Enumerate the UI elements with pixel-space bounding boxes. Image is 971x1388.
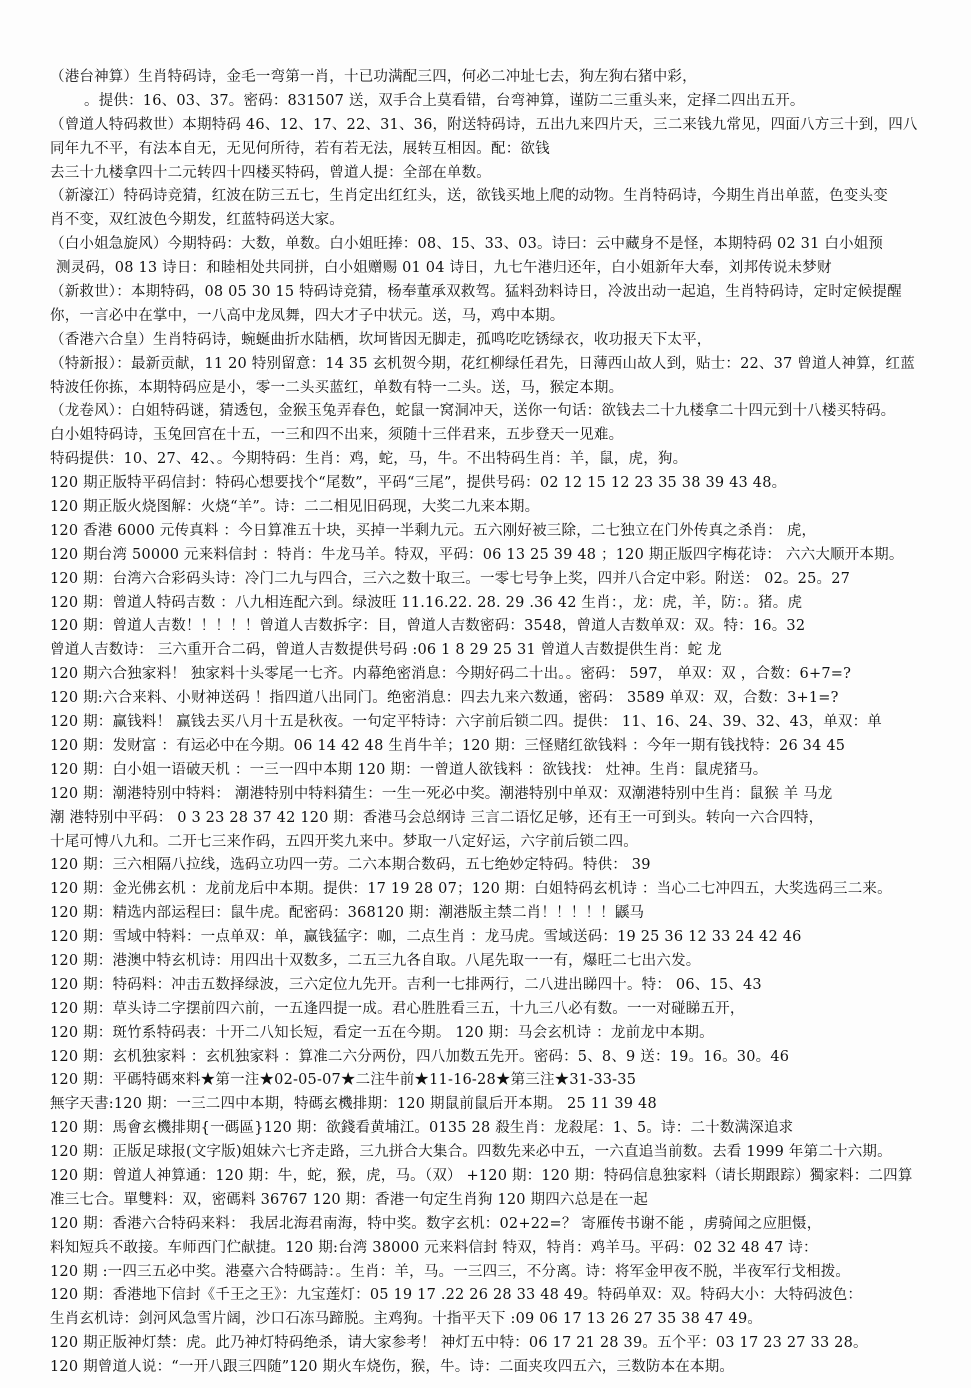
text-line: 120 期：玄机独家料 ：玄机独家料 ：算准二六分两份，四八加数五先开。密码：5、8、9 送：19。16。30。46	[50, 1048, 790, 1065]
text-line: 120 期：曾道人特码吉数 ：八九相连配六到。绿波旺 11.16.22. 28. 29 .36 42 生肖：，龙：虎，羊，防：。猪。虎	[50, 594, 803, 611]
text-line: 120 期：白小姐一语破天机 ：一三一四中本期 120 期：一曾道人欲钱料 ：欲钱找： 灶神。生肖：鼠虎猪马。	[50, 761, 768, 778]
text-line: 料知短兵不敢接。车师西门伫献捷。120 期:台湾 38000 元来料信封 特双，特肖：鸡羊马。平码：02 32 48 47 诗：	[50, 1239, 818, 1256]
text-line: 120 期：馬會玄機排期{一碼區}120 期：欲錢看黄埔江。0135 28 殺生肖：龙殺尾：1、5。诗：二十数满深追求	[50, 1120, 794, 1137]
document-page	[50, 66, 950, 1380]
text-line: 120 期：三六相隔八拉线，选码立功四一劳。二六本期合数码，五七绝妙定特码。特供： 39	[50, 857, 651, 874]
text-line: （港台神算）生肖特码诗，金毛一弯第一肖，十已功满配三四，何必二冲址七去，狗左狗右猪中彩，	[50, 69, 697, 85]
text-line: 120 期：正版足球报(文字版)姐妹六七齐走路，三九拼合大集合。四数先来必中五，一六直追当前数。去看 1999 年第二十六期。	[50, 1144, 892, 1161]
text-line: 120 期：曾道人神算通：120 期：牛，蛇，猴，虎，马。（双） +120 期：120 期：特码信息独家料（请长期跟踪）獨家料：二四算	[50, 1167, 913, 1184]
text-line: 120 期：赢钱料！ 赢钱去买八月十五是秋夜。一句定平特诗：六字前后锁二四。提供： 11、16、24、39、32、43，单双：单	[50, 714, 883, 731]
text-line: 120 期六合独家料！ 独家料十头零尾一七齐。内幕绝密消息：今期好码二十出。。密码： 597， 单双：双 ，合数：6+7=?	[50, 666, 852, 683]
text-line: 你，一言必中在掌中，一八高中龙凤舞，四大才子中状元。送，马，鸡中本期。	[50, 307, 565, 324]
text-line: 120 期：曾道人吉数！！！！！曾道人吉数拆字：目，曾道人吉数密码：3548，曾道人吉数单双：双。特：16。32	[50, 618, 806, 635]
text-line: 120 期曾道人说：“一开八跟三四随”120 期火车烧伤，猴，牛。诗：二面夹攻四五六，三数防本在本期。	[50, 1359, 735, 1376]
text-line: 120 期：台湾六合彩码头诗：冷门二九与四合，三六之数十取三。一零七号争上奖，四并八合定中彩。附送： 02。25。27	[50, 570, 851, 587]
text-line: 120 期：发财富 ：有运必中在今期。06 14 42 48 生肖牛羊；120 期：三怪赌红欲钱料 ：今年一期有钱找特：26 34 45	[50, 737, 846, 754]
text-line: 生肖玄机诗：剑河风急雪片阔，沙口石冻马蹄脱。主鸡狗。十指平天下 :09 06 17 13 26 27 35 38 47 49。	[50, 1311, 763, 1328]
text-line: 120 期：特码料：冲击五数择绿波，三六定位九先开。吉利一七排两行，二八进出睇四十。特： 06、15、43	[50, 976, 762, 993]
text-line: 潮 港特别中平码： 0 3 23 28 37 42 120 期：香港马会总纲诗 三言二语忆足够，还有王一可到头。转向一六合四特，	[50, 809, 824, 826]
text-line: （龙卷风）：白姐特码谜，猜透包，金猴玉兔弄春色，蛇鼠一窝洞冲天，送你一句话：欲钱去二十九楼拿二十四元到十八楼买特码。	[50, 403, 896, 420]
text-line: 特波任你拣，本期特码应是小，零一二头买蓝红，单数有特一二头。送，马，猴定本期。	[50, 379, 624, 396]
text-line: 120 期 :一四三五必中奖。港臺六合特碼詩：。生肖：羊，马。一三四三，不分离。诗：将军金甲夜不脱，半夜军行戈相拨。	[50, 1263, 851, 1280]
text-line: 曾道人吉数诗： 三六重开合二码，曾道人吉数提供号码 :06 1 8 29 25 31 曾道人吉数提供生肖：蛇 龙	[50, 642, 722, 659]
text-line: 白小姐特码诗，玉兔回宫在十五，一三和四不出来，须随十三伴君来，五步登天一见难。	[50, 427, 624, 444]
text-line: 特码提供：10、27、42、。今期特码：生肖：鸡，蛇，马，牛。不出特码生肖：羊，鼠，虎，狗。	[50, 451, 688, 468]
text-line: 120 期:六合来料、小财神送码 ！指四道八出同门。绝密消息：四去九来六数通，密码： 3589 单双：双，合数：3+1=?	[50, 690, 839, 707]
text-line: 同年九不平，有法本自无，无见何所待，若有若无法，展转互相因。配：欲钱	[50, 140, 550, 157]
text-line: 120 期正版神灯禁：虎。此乃神灯特码绝杀，请大家参考！ 神灯五中特：06 17 21 28 39。五个平：03 17 23 27 33 28。	[50, 1335, 868, 1352]
text-line: 120 期：潮港特别中特料： 潮港特别中特料猜生：一生一死必中奖。潮港特别中单双：双潮港特别中生肖：鼠猴 羊 马龙	[50, 785, 833, 802]
text-line: 120 期正版火烧图解：火烧“羊”。诗：二二相见旧码现，大奖二九来本期。	[50, 499, 540, 516]
text-line: 120 期台湾 50000 元来料信封 ：特肖：牛龙马羊。特双，平码：06 13 25 39 48 ；120 期正版四字梅花诗： 六六大顺开本期。	[50, 546, 904, 563]
text-line: 120 期：斑竹系特码表：十开二八知长短，看定一五在今期。 120 期：马会玄机诗 ：龙前龙中本期。	[50, 1024, 714, 1041]
text-line: 120 期：香港地下信封《千王之王》：九宝莲灯：05 19 17 .22 26 28 33 48 49。特码单双：双。特码大小：大特码波色：	[50, 1287, 863, 1304]
text-line: （新濠江）特码诗竞猜，红波在防三五七，生肖定出红红头，送，欲钱买地上爬的动物。生肖特码诗，今期生肖出单蓝，色变头变	[50, 188, 888, 205]
text-line: 测灵码，08 13 诗日：和睦相处共同拼，白小姐赠赐 01 04 诗日，九七午港归还年，白小姐新年大奉，刘邦传说未梦财	[56, 260, 832, 277]
text-line: 120 期：金光佛玄机 ：龙前龙后中本期。提供：17 19 28 07；120 期：白姐特码玄机诗 ：当心二七冲四五，大奖选码三二来。	[50, 881, 892, 898]
text-line: （特新报）：最新贡献，11 20 特别留意：14 35 玄机贺今期，花红柳绿任君先，日薄西山故人到，贴士：22、37 曾道人神算，红蓝	[50, 355, 915, 372]
text-line: 120 期正版特平码信封：特码心想要找个“尾数”，平码“三尾”，提供号码：02 12 15 12 23 35 38 39 43 48。	[50, 475, 787, 492]
text-line: 120 期：港澳中特玄机诗：用四出十双数多，二五三九各自取。八尾先取一一有，爆旺二七出六发。	[50, 952, 701, 969]
text-line: 120 期：平碼特碼來料★第一注★02-05-07★二注牛前★11-16-28★第三注★31-33-35	[50, 1072, 637, 1089]
text-line: （香港六合皇）生肖特码诗，蜿蜒曲折水陆栖，坎坷皆因无脚走，孤鸣吃吃锈绿衣，收功报天下太平，	[50, 331, 712, 348]
text-line: （新救世）：本期特码，08 05 30 15 特码诗竞猜，杨奉董承双救驾。猛料劲料诗日，冷波出动一起追，生肖特码诗，定时定候提醒	[50, 284, 902, 301]
document-text-body	[50, 66, 950, 1380]
text-line: 去三十九楼拿四十二元转四十四楼买特码，曾道人提：全部在单数。	[50, 164, 491, 181]
text-line: 准三七合。單雙料：双，密碼料 36767 120 期：香港一句定生肖狗 120 期四六总是在一起	[50, 1191, 649, 1208]
text-line: 120 香港 6000 元传真料 ：今日算准五十块，买掉一半剩九元。五六刚好被三除，二七独立在门外传真之杀肖： 虎，	[50, 522, 817, 539]
text-line: 120 期：雪域中特料：一点单双：单，赢钱猛字：咖，二点生肖 ：龙马虎。雪域送码：19 25 36 12 33 24 42 46	[50, 929, 802, 946]
text-line: 肖不变，双红波色今期发，红蓝特码送大家。	[50, 212, 344, 229]
text-line: 120 期：香港六合特码来料： 我居北海君南海，特中奖。数字玄机：02+22=？ 寄雁传书谢不能 ，虏骑闻之应胆慑，	[50, 1215, 822, 1232]
text-line: 十尾可愽八九和。二开七三来作码，五四开奖九来中。梦取一八定好运，六字前后锁二四。	[50, 833, 638, 850]
text-line: （曾道人特码救世）本期特码 46、12、17、22、31、36，附送特码诗，五出九来四片天，三二来钱九常见，四面八方三十到，四八	[50, 116, 918, 133]
text-line: 120 期：精选内部运程曰：鼠牛虎。配密码：368120 期：潮港版主禁二肖！！！！！鼷马	[50, 905, 645, 922]
text-line: 無字天書:120 期：一三二四中本期，特碼玄機排期：120 期鼠前鼠后开本期。 25 11 39 48	[50, 1096, 657, 1113]
text-line: （白小姐急旋风）今期特码：大数，单数。白小姐旺捧：08、15、33、03。诗曰：云中藏身不是怪，本期特码 02 31 白小姐预	[50, 236, 884, 253]
text-line: 。提供：16、03、37。密码：831507 送，双手合上莫看错，台弯神算，谨防二三重头来，定择二四出五开。	[84, 92, 805, 109]
text-line: 120 期：草头诗二字摆前四六前，一五逢四提一成。君心胜胜看三五，十九三八必有数。一一对碰睇五开，	[50, 1000, 745, 1017]
